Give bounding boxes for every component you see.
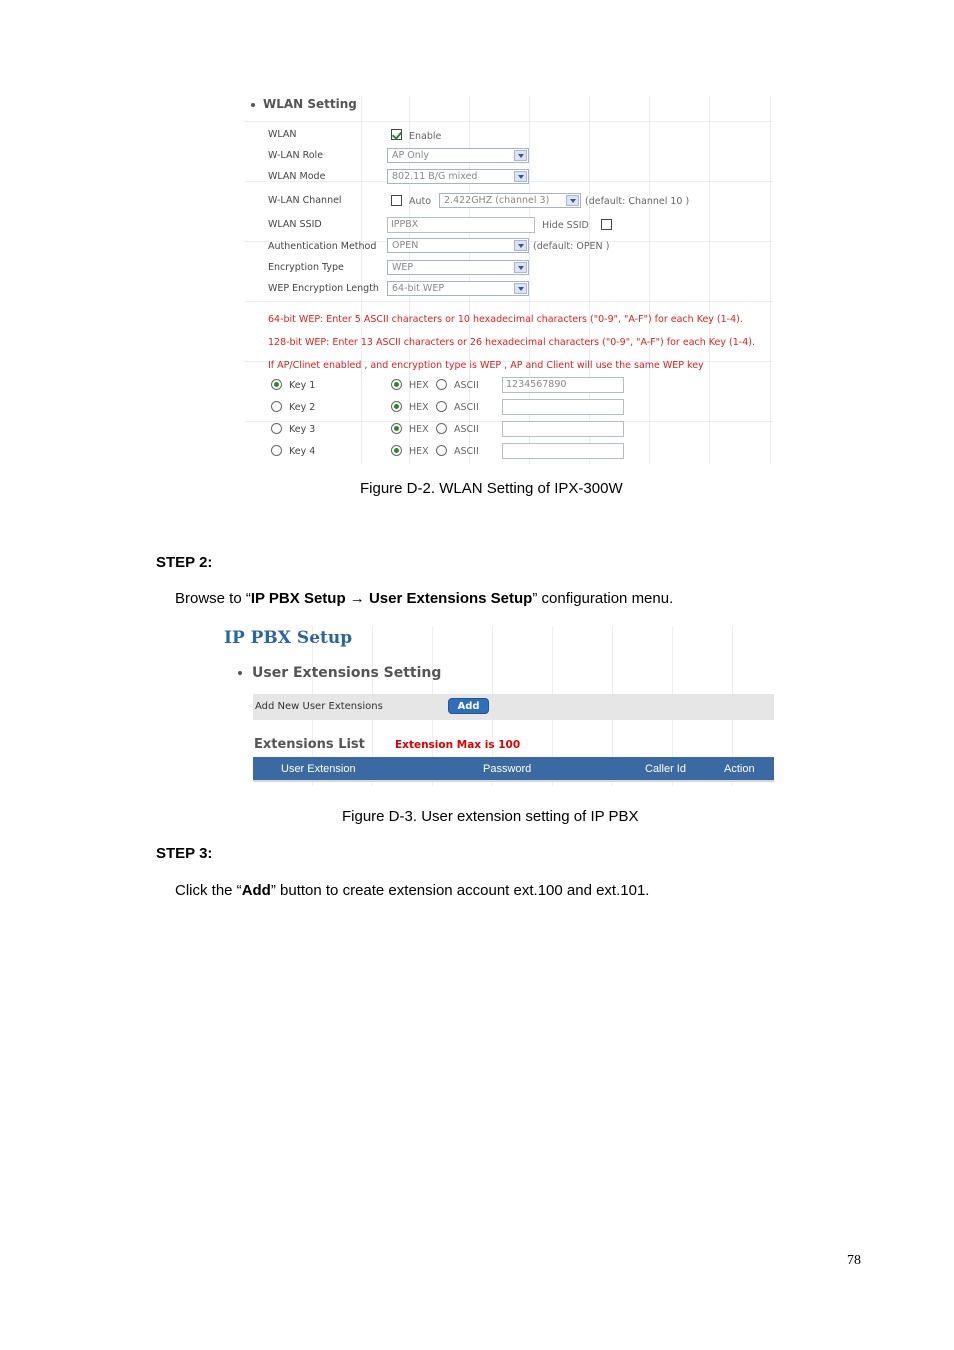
add-button[interactable]: Add: [448, 698, 489, 714]
key-4-radio[interactable]: [271, 445, 282, 456]
key-2-hex-radio[interactable]: [391, 401, 402, 412]
key-2-input[interactable]: [502, 399, 624, 415]
key-2-radio[interactable]: [271, 401, 282, 412]
auth-default-text: (default: OPEN ): [533, 241, 610, 252]
wep-note-shared-key: If AP/Clinet enabled , and encryption type is WEP , AP and Client will use the same WEP key: [268, 360, 704, 371]
chevron-down-icon: [514, 171, 527, 182]
figure-d3-caption: Figure D-3. User extension setting of IP PBX: [342, 808, 639, 825]
hide-ssid-checkbox[interactable]: [601, 219, 612, 230]
column-password: Password: [483, 763, 532, 775]
ascii-label: ASCII: [454, 446, 479, 457]
wep-length-select[interactable]: [387, 281, 529, 296]
step-2-menu-2: User Extensions Setup: [364, 590, 533, 607]
wlan-channel-select[interactable]: [439, 193, 581, 208]
ascii-label: ASCII: [454, 380, 479, 391]
bullet-icon: [251, 103, 255, 107]
step-3-text-pre: Click the “: [175, 882, 242, 899]
step-3-instruction: [175, 882, 649, 899]
column-user-extension: User Extension: [281, 763, 356, 775]
chevron-down-icon: [566, 195, 579, 206]
extensions-list-title: Extensions List: [254, 737, 365, 752]
wlan-mode-value: 802.11 B/G mixed: [392, 171, 478, 182]
step-2-text-pre: Browse to “: [175, 590, 251, 607]
wlan-section-title: WLAN Setting: [251, 97, 357, 111]
wep-length-value: 64-bit WEP: [392, 283, 445, 294]
arrow-right-icon: →: [349, 590, 365, 607]
chevron-down-icon: [514, 240, 527, 251]
wlan-channel-value: 2.422GHZ (channel 3): [444, 195, 550, 206]
key-1-hex-radio[interactable]: [391, 379, 402, 390]
key-2-ascii-radio[interactable]: [436, 401, 447, 412]
key-4-ascii-radio[interactable]: [436, 445, 447, 456]
chevron-down-icon: [514, 283, 527, 294]
wlan-mode-label: WLAN Mode: [268, 171, 326, 182]
wep-note-64: 64-bit WEP: Enter 5 ASCII characters or 10 hexadecimal characters ("0-9", "A-F") for each Key (1-4).: [268, 314, 743, 325]
key-4-hex-radio[interactable]: [391, 445, 402, 456]
key-3-radio[interactable]: [271, 423, 282, 434]
channel-auto-checkbox[interactable]: [391, 195, 402, 206]
key-3-label: Key 3: [289, 424, 316, 435]
auth-method-select[interactable]: [387, 238, 529, 253]
step-3-heading: STEP 3:: [156, 845, 213, 862]
key-2-label: Key 2: [289, 402, 316, 413]
step-3-add-bold: Add: [241, 882, 271, 899]
bullet-icon: [238, 671, 242, 675]
key-4-input[interactable]: [502, 443, 624, 459]
wep-length-label: WEP Encryption Length: [268, 283, 379, 294]
wlan-ssid-label: WLAN SSID: [268, 219, 322, 230]
key-1-radio[interactable]: [271, 379, 282, 390]
key-4-label: Key 4: [289, 446, 316, 457]
wlan-enable-label: Enable: [409, 131, 442, 142]
chevron-down-icon: [514, 262, 527, 273]
ip-pbx-title: IP PBX Setup: [224, 628, 353, 648]
wlan-role-label: W-LAN Role: [268, 150, 324, 161]
key-3-input[interactable]: [502, 421, 624, 437]
extension-max-text: Extension Max is 100: [395, 739, 521, 751]
hide-ssid-label: Hide SSID: [542, 220, 589, 231]
encryption-type-value: WEP: [392, 262, 414, 273]
extensions-table-header: [253, 757, 774, 782]
add-extension-bar: [253, 694, 774, 720]
ip-pbx-figure: [220, 626, 780, 786]
step-2-text-post: ” configuration menu.: [532, 590, 674, 607]
key-1-ascii-radio[interactable]: [436, 379, 447, 390]
wlan-setting-figure: [245, 92, 773, 464]
wlan-ssid-input[interactable]: IPPBX: [387, 217, 535, 233]
figure-d2-caption: Figure D-2. WLAN Setting of IPX-300W: [360, 480, 623, 497]
encryption-type-label: Encryption Type: [268, 262, 344, 273]
channel-auto-label: Auto: [409, 196, 432, 207]
wlan-channel-label: W-LAN Channel: [268, 195, 342, 206]
column-caller-id: Caller Id: [645, 763, 686, 775]
chevron-down-icon: [514, 150, 527, 161]
key-1-label: Key 1: [289, 380, 316, 391]
user-extensions-section-title: User Extensions Setting: [238, 665, 441, 681]
ascii-label: ASCII: [454, 424, 479, 435]
column-action: Action: [724, 763, 755, 775]
step-3-text-post: ” button to create extension account ext.100 and ext.101.: [270, 882, 650, 899]
hex-label: HEX: [409, 380, 429, 391]
step-2-instruction: [175, 590, 673, 607]
step-2-menu-1: IP PBX Setup: [250, 590, 350, 607]
wep-note-128: 128-bit WEP: Enter 13 ASCII characters or 26 hexadecimal characters ("0-9", "A-F") for each Key (1-4).: [268, 337, 755, 348]
encryption-type-select[interactable]: [387, 260, 529, 275]
ascii-label: ASCII: [454, 402, 479, 413]
wlan-enable-checkbox[interactable]: [391, 129, 402, 140]
page-number: 78: [847, 1253, 861, 1268]
wlan-role-select[interactable]: [387, 148, 529, 163]
key-3-hex-radio[interactable]: [391, 423, 402, 434]
auth-method-value: OPEN: [392, 240, 419, 251]
wlan-label: WLAN: [268, 129, 297, 140]
add-extension-label: Add New User Extensions: [255, 701, 383, 712]
hex-label: HEX: [409, 402, 429, 413]
channel-default-text: (default: Channel 10 ): [585, 196, 690, 207]
key-3-ascii-radio[interactable]: [436, 423, 447, 434]
hex-label: HEX: [409, 446, 429, 457]
key-1-input[interactable]: 1234567890: [502, 377, 624, 393]
step-2-heading: STEP 2:: [156, 554, 213, 571]
wlan-role-value: AP Only: [392, 150, 430, 161]
hex-label: HEX: [409, 424, 429, 435]
auth-method-label: Authentication Method: [268, 241, 377, 252]
wlan-mode-select[interactable]: [387, 169, 529, 184]
